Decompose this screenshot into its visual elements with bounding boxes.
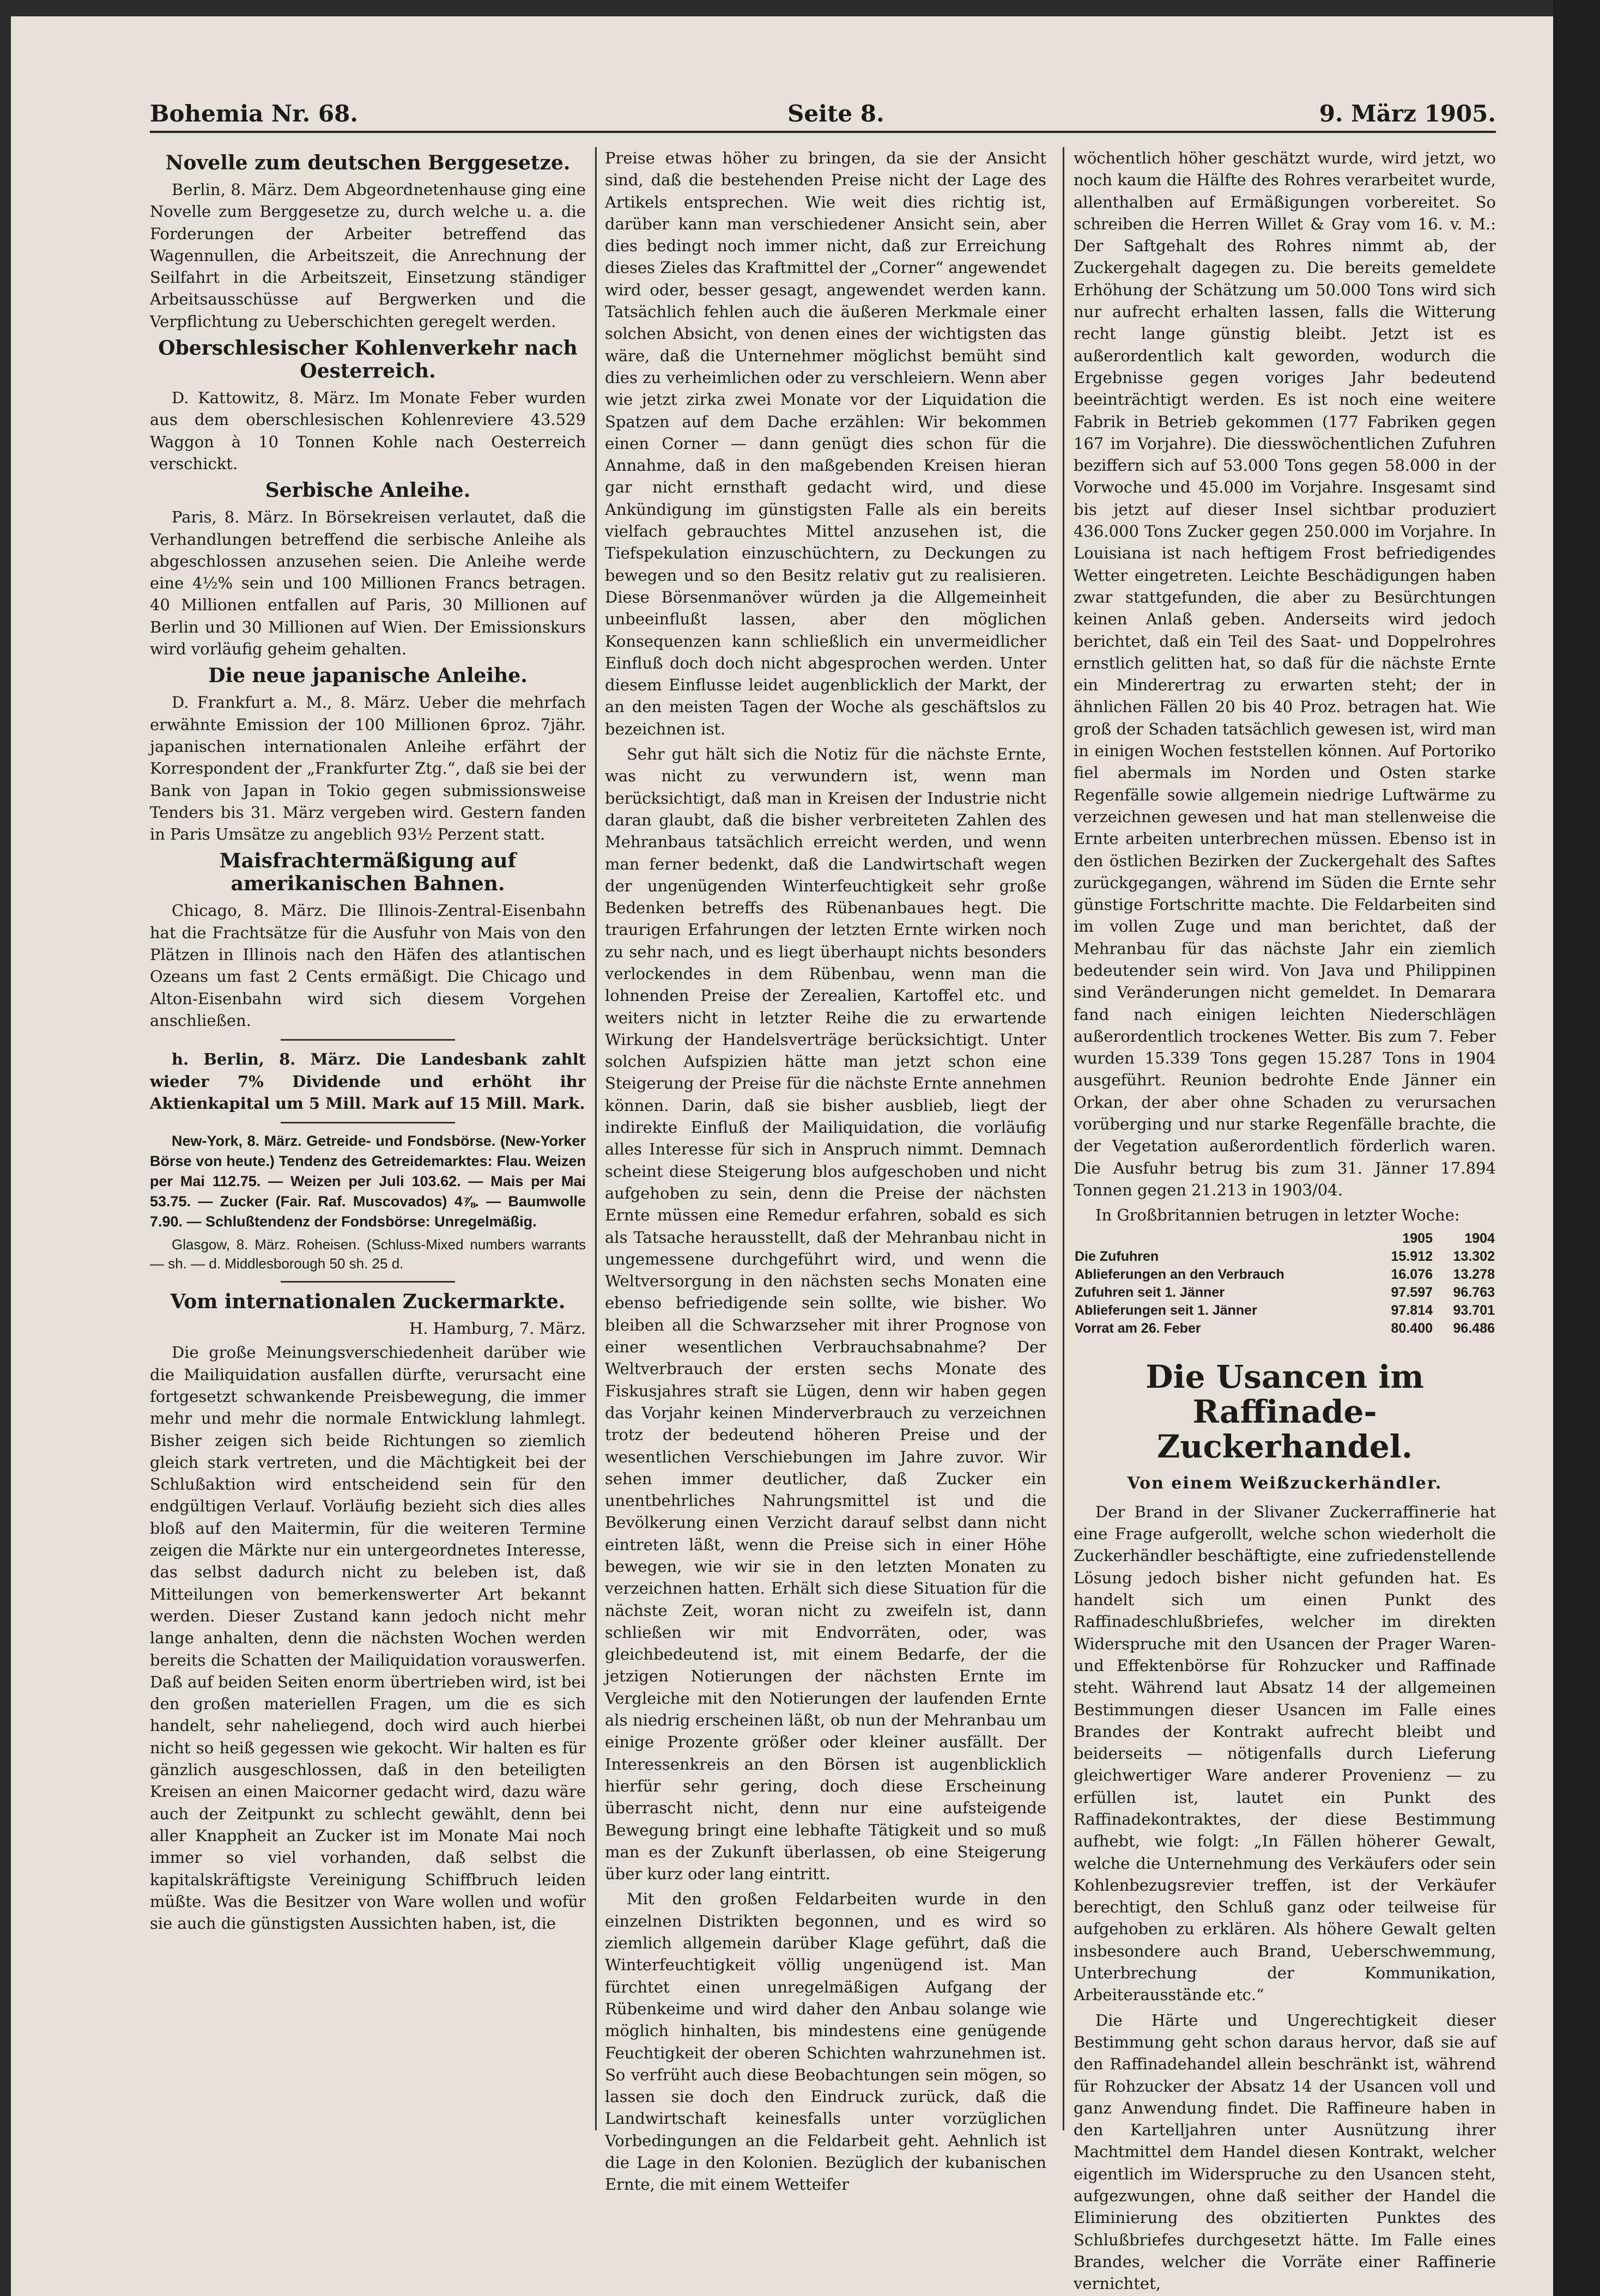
table-cell: 96.486 <box>1453 1320 1495 1336</box>
column-1 <box>150 147 586 2218</box>
table-cell: Ablieferungen an den Verbrauch <box>1075 1266 1284 1282</box>
article-paragraph: D. Kattowitz, 8. März. Im Monate Feber wurden aus dem oberschlesischen Kohlenreviere 43.529 Waggon à 10 Tonnen Kohle nach Oesterreich verschickt. <box>150 388 586 473</box>
article-title: Maisfrachtermäßigung auf amerikanischen Bahnen. <box>219 849 517 896</box>
table-row <box>1074 1302 1496 1320</box>
table-header-year: 1904 <box>1464 1230 1495 1246</box>
article-paragraph: In Großbritannien betrugen in letzter Woche: <box>1095 1206 1460 1225</box>
article-paragraph: Der Brand in der Slivaner Zuckerraffinerie hat eine Frage aufgerollt, welche schon wiederholt die Zuckerhändler beschäftigte, eine zufriedenstellende Lösung jedoch bisher nicht gefunden hat. Es handelt sich um einen Punkt des Raffinadeschlußbriefes, welcher im direkten Widerspruche mit den Usancen der Prager Waren- und Effektenbörse für Rohzucker und Raffinade steht. Während laut Absatz 14 der allgemeinen Bestimmungen dieser Usancen im Falle eines Brandes der Kontrakt aufrecht bleibt und beiderseits — nötigenfalls durch Lieferung gleichwertiger Ware anderer Provenienz — zu erfüllen ist, lautet ein Punkt des Raffinadekontraktes, der diese Bestimmung aufhebt, wie folgt: „In Fällen höherer Gewalt, welche die Unternehmung des Verkäufers oder sein Kohlenbezugsrevier treffen, ist der Verkäufer berechtigt, den Schluß ganz oder teilweise für aufgehoben zu erklären. Als höhere Gewalt gelten insbesondere auch Brand, Ueberschwemmung, Unterbrechung der Kommunikation, Arbeiterausstände etc.“ <box>1074 1502 1496 2005</box>
separator <box>281 1122 455 1123</box>
table-cell: 16.076 <box>1391 1266 1433 1282</box>
article-paragraph: Sehr gut hält sich die Notiz für die nächste Ernte, was nicht zu verwundern ist, wenn man berücksichtigt, daß man in Kreisen der Industrie nicht daran glaubt, daß die bisher verbreiteten Zahlen des Mehranbaus tatsächlich erreicht werden, und wenn man ferner bedenkt, daß die Landwirtschaft wegen der ungenügenden Winterfeuchtigkeit sehr große Bedenken betreffs des Rübenanbaues hegt. Die traurigen Erfahrungen der letzten Ernte wirken noch zu sehr nach, und es liegt überhaupt nichts besonders verlockendes in dem Rübenbau, wenn man die lohnenden Preise der Zerealien, Kartoffel etc. und weiters nicht in letzter Reihe die zu erwartende Wirkung der Handelsverträge berücksichtigt. Unter solchen Aufspizien hätte man jetzt schon eine Steigerung der Preise für die nächste Ernte annehmen können. Darin, daß sie bisher ausblieb, liegt der indirekte Einfluß der Mailiquidation, die vorläufig alles Interesse für sich in Anspruch nimmt. Demnach scheint diese Steigerung blos aufgeschoben und nicht aufgehoben zu sein, denn die Preise der nächsten Ernte müssen eine Remedur erfahren, sobald es sich als Tatsache herausstellt, daß der Mehranbau nicht in ungemessene durchgeführt wird, und wenn die Weltversorgung in den nächsten sechs Monaten eine ebenso befriedigende sein sollte, wie bisher. Wo bleiben all die Schwarzseher mit ihrer Prognose von einer wesentlichen Verbrauchsabnahme? Der Weltverbrauch der ersten sechs Monate des Fiskusjahres straft sie Lügen, denn wir haben gegen das Vorjahr keinen Minderverbrauch zu verzeichnen trotz der bedeutend höheren Preise und der wesentlichen Verschiebungen im Jahre zuvor. Wir sehen immer deutlicher, daß Zucker ein unentbehrliches Nahrungsmittel ist und die Bevölkerung einen Verzicht darauf selbst dann nicht eintreten läßt, wenn die Preise sich in einer Höhe bewegen, wie wir sie in den letzten Monaten zu verzeichnen hatten. Erhält sich diese Situation für die nächste Zeit, woran nicht zu zweifeln ist, dann schließen wir mit Endvorräten, oder, was gleichbedeutend ist, mit einem Bedarfe, der die jetzigen Notierungen der nächsten Ernte im Vergleiche mit den Notierungen der laufenden Ernte als niedrig erscheinen läßt, ob nun der Mehranbau um einige Prozente größer oder kleiner ausfällt. Der Interessenkreis an den Börsen ist augenblicklich hierfür sehr gering, doch diese Erscheinung überrascht nicht, denn nur eine aufsteigende Bewegung bringt eine lebhafte Tätigkeit und so muß man es der Zukunft überlassen, ob eine Steigerung über kurz oder lang eintritt. <box>605 745 1046 1884</box>
feature-byline: Von einem Weißzuckerhändler. <box>1127 1473 1443 1493</box>
article-paragraph: Paris, 8. März. In Börsekreisen verlautet, daß die Verhandlungen betreffend die serbische Anleihe als abgeschlossen anzusehen seien. Die Anleihe werde eine 4½% sein und 100 Millionen Francs betragen. 40 Millionen entfallen auf Paris, 30 Millionen auf Berlin und 30 Millionen auf Wien. Der Emissionskurs wird vorläufig geheim gehalten. <box>150 508 586 659</box>
article-paragraph: Mit den großen Feldarbeiten wurde in den einzelnen Distrikten begonnen, und es wird so ziemlich allgemein darüber Klage geführt, daß die Winterfeuchtigkeit völlig ungenügend ist. Man fürchtet einen unregelmäßigen Aufgang der Rübenkeime und wird daher den Anbau solange wie möglich hinhalten, bis mindestens eine genügende Feuchtigkeit der oberen Schichten wahrzunehmen ist. So verfrüht auch diese Beobachtungen sein mögen, so lassen sie doch den Eindruck zurück, daß die Landwirtschaft keinesfalls unter vorzüglichen Vorbedingungen an die Feldarbeit geht. Aehnlich ist die Lage in den Kolonien. Bezüglich der kubanischen Ernte, die mit einem Wetteifer <box>605 1890 1046 2194</box>
table-cell: Ablieferungen seit 1. Jänner <box>1075 1302 1257 1318</box>
newspaper-page <box>11 16 1553 2296</box>
column-2 <box>605 147 1046 2218</box>
table-row <box>1074 1248 1496 1266</box>
article-paragraph: wöchentlich höher geschätzt wurde, wird jetzt, wo noch kaum die Hälfte des Rohres verarbeitet wurde, allenthalben auf Ermäßigungen vorbereitet. So schreiben die Herren Willet & Gray vom 16. v. M.: Der Saftgehalt des Rohres nimmt ab, der Zuckergehalt dagegen zu. Die bereits gemeldete Erhöhung der Schätzung um 50.000 Tons wird sich nur aufrecht erhalten lassen, falls die Witterung recht lange günstig bleibt. Jetzt ist es außerordentlich kalt geworden, wodurch die Ergebnisse gegen voriges Jahr bedeutend beeinträchtigt werden. Es ist noch eine weitere Fabrik in Betrieb gekommen (177 Fabriken gegen 167 im Vorjahre). Die diesswöchentlichen Zufuhren beziffern sich auf 53.000 Tons gegen 58.000 in der Vorwoche und 45.000 im Vorjahre. Insgesamt sind bis jetzt auf dieser Insel sichtbar produziert 436.000 Tons Zucker gegen 250.000 im Vorjahre. In Louisiana ist nach heftigem Frost befriedigendes Wetter eingetreten. Leichte Beschädigungen haben zwar stattgefunden, die aber zu Besürchtungen keinen Anlaß geben. Anderseits wird jedoch berichtet, daß ein Teil des Saat- und Doppelrohres ernstlich gelitten hat, so daß für die nächste Ernte ein Minderertrag zu erwarten steht; der in ähnlichen Fällen 20 bis 40 Proz. betragen hat. Wie groß der Schaden tatsächlich gewesen ist, wird man in einigen Wochen feststellen können. Auf Portoriko fiel abermals im Norden und Osten starke Regenfälle sowie allgemein niedrige Luftwärme zu verzeichnen gewesen und hat man stellenweise die Ernte arbeiten unterbrechen müssen. Ebenso ist in den östlichen Bezirken der Zuckergehalt des Saftes zurückgegangen, während im Süden die Ernte sehr günstige Fortschritte machte. Die Feldarbeiten sind im vollen Zuge und man berichtet, daß der Mehranbau für das nächste Jahr ein ziemlich bedeutender sein wird. Von Java und Philippinen sind Veränderungen nicht gemeldet. In Demarara fand nach einigen leichten Niederschlägen außerordentlich trockenes Wetter. Bis zum 7. Feber wurden 15.339 Tons gegen 15.287 Tons in 1904 ausgeführt. Reunion bedrohte Ende Jänner ein Orkan, der aber ohne Schaden zu verursachen vorüberging und nur starke Regenfälle brachte, die der Vegetation außerordentlich förderlich waren. Die Ausfuhr betrug bis zum 31. Jänner 17.894 Tonnen gegen 21.213 in 1903/04. <box>1074 149 1496 1199</box>
market-report <box>150 1131 586 1232</box>
feature-title: Die Usancen im Raffinade-Zuckerhandel. <box>1146 1358 1424 1465</box>
article-title: Vom internationalen Zuckermarkte. <box>170 1290 566 1314</box>
table-cell: 97.597 <box>1391 1284 1433 1300</box>
table-cell: Zufuhren seit 1. Jänner <box>1075 1284 1225 1300</box>
column-rule-2 <box>1063 147 1064 2130</box>
table-cell: 13.278 <box>1453 1266 1495 1282</box>
article-paragraph: Die große Meinungsverschiedenheit darüber wie die Mailiquidation ausfallen dürfte, verursacht eine fortgesetzt schwankende Preisbewegung, die immer mehr und mehr die normale Entwicklung lahmlegt. Bisher zeigen sich beide Richtungen so ziemlich gleich stark vertreten, und die Mächtigkeit bei der Schlußaktion wird entscheidend sein für den endgültigen Verlauf. Vorläufig bezieht sich dies alles bloß auf den Maitermin, für die weiteren Termine zeigen die Märkte nur ein untergeordnetes Interesse, das selbst dadurch nicht zu beleben ist, daß Mitteilungen von bemerkenswerter Art bekannt werden. Dieser Zustand kann jedoch nicht mehr lange anhalten, denn die nächsten Wochen werden bereits die Schatten der Mailiquidation vorauswerfen. Daß auf beiden Seiten enorm übertrieben wird, ist bei den großen materiellen Fragen, um die es sich handelt, sehr naheliegend, doch wird auch hierbei nicht so heiß gegessen wie gekocht. Wir halten es für gänzlich ausgeschlossen, daß in den beteiligten Kreisen an einen Maicorner gedacht wird, dazu wäre auch der Zeitpunkt zu schlecht gewählt, denn bei aller Knappheit an Zucker ist im Monate Mai noch immer so viel vorhanden, daß selbst die kapitalskräftigste Vereinigung Schiffbruch leiden müßte. Was die Besitzer von Ware wollen und wofür sie auch die günstigsten Aussichten haben, ist, die <box>150 1343 586 1933</box>
column-rule-1 <box>595 147 597 2130</box>
market-report-text: New-York, 8. März. Getreide- und Fondsbörse. (New-Yorker Börse von heute.) Tendenz des Getreidemarktes: Flau. Weizen per Mai 112.75. — Weizen per Juli 103.62. — Mais per Mai 53.75. — Zucker (Fair. Raf. Muscovados) 4⅞. — Baumwolle 7.90. — Schlußtendenz der Fondsbörse: Unregelmäßig. <box>150 1133 586 1230</box>
news-item: h. Berlin, 8. März. Die Landesbank zahlt wieder 7% Dividende und erhöht ihr Aktienkapital um 5 Mill. Mark auf 15 Mill. Mark. <box>150 1050 586 1113</box>
table-header-row <box>1074 1230 1496 1248</box>
article-paragraph: Preise etwas höher zu bringen, da sie der Ansicht sind, daß die bestehenden Preise nicht der Lage des Artikels entsprechen. Wie weit dies richtig ist, darüber kann man verschiedener Ansicht sein, aber dies bedingt noch immer nicht, daß zur Erreichung dieses Zieles das Kraftmittel der „Corner“ angewendet wird oder, besser gesagt, angewendet werden kann. Tatsächlich fehlen auch die äußeren Merkmale einer solchen Absicht, von denen eines der wichtigsten das wäre, daß die Unternehmer möglichst bemüht sind dies zu verheimlichen oder zu verschleiern. Wenn aber wie jetzt zirka zwei Monate vor der Liquidation die Spatzen auf dem Dache erzählen: Wir bekommen einen Corner — dann genügt dies schon für die Annahme, daß in den maßgebenden Kreisen hieran gar nicht ernsthaft gedacht wird, und diese Ankündigung im günstigsten Falle als ein bereits vielfach gebrauchtes Mittel anzusehen ist, die Tiefspekulation einzuschüchtern, zu Deckungen zu bewegen und so den Besitz relativ gut zu realisieren. Diese Börsenmanöver würden ja die Allgemeinheit unbeeinflußt lassen, aber den möglichen Konsequenzen kann schließlich ein unvermeidlicher Einfluß doch doch nicht abgesprochen werden. Unter diesem Einflusse leidet augenblicklich der Markt, der an den meisten Tagen der Woche als geschäftslos zu bezeichnen ist. <box>605 149 1046 738</box>
scan-dark-edge <box>1553 0 1600 2296</box>
separator <box>281 1039 455 1041</box>
table-cell: 80.400 <box>1391 1320 1433 1336</box>
table-cell: 96.763 <box>1453 1284 1495 1300</box>
table-cell: 13.302 <box>1453 1248 1495 1264</box>
table-cell: Die Zufuhren <box>1075 1248 1159 1264</box>
table-row <box>1074 1266 1496 1284</box>
article-paragraph: Die Härte und Ungerechtigkeit dieser Bestimmung geht schon daraus hervor, daß sie auf den Raffinadehandel allein beschränkt ist, während für Rohzucker der Absatz 14 der Usancen voll und ganz Anwendung findet. Die Raffineure haben in den Kartelljahren unter Ausnützung ihrer Machtmittel dem Handel diesen Kontrakt, welcher eigentlich im Widerspruche zu den Usancen steht, aufgezwungen, ohne daß seither der Handel die Eliminierung des obzitierten Punktes des Schlußbriefes durchgesetzt hätte. Im Falle eines Brandes, welcher die Vorräte einer Raffinerie vernichtet, <box>1074 2010 1496 2293</box>
market-report-glasgow: Glasgow, 8. März. Roheisen. (Schluss-Mixed numbers warrants — sh. — d. Middlesborough 50 sh. 25 d. <box>150 1236 586 1272</box>
statistics-table <box>1074 1230 1496 1338</box>
article-paragraph: Berlin, 8. März. Dem Abgeordnetenhause ging eine Novelle zum Berggesetze zu, durch welche u. a. die Forderungen der Arbeiter betreffend das Wagennullen, die Arbeitszeit, die Anrechnung der Seilfahrt in die Arbeitszeit, Einsetzung ständiger Arbeitsausschüsse auf Bergwerken und die Verpflichtung zu Ueberschichten geregelt werden. <box>150 180 586 331</box>
table-cell: 97.814 <box>1391 1302 1433 1318</box>
header-date: 9. März 1905. <box>1319 100 1496 127</box>
article-title: Novelle zum deutschen Berggesetze. <box>165 151 571 174</box>
table-header-year: 1905 <box>1402 1230 1433 1246</box>
dateline: H. Hamburg, 7. März. <box>409 1319 586 1338</box>
article-title: Serbische Anleihe. <box>265 479 471 502</box>
article-title: Die neue japanische Anleihe. <box>208 664 528 688</box>
article-title: Oberschlesischer Kohlenverkehr nach Oesterreich. <box>158 337 578 383</box>
header-issue: Bohemia Nr. 68. <box>150 100 358 127</box>
table-cell <box>1074 1230 1372 1248</box>
header-page-number: Seite 8. <box>787 100 884 127</box>
page-header <box>150 98 1496 133</box>
table-cell: Vorrat am 26. Feber <box>1075 1320 1201 1336</box>
table-row <box>1074 1320 1496 1338</box>
table-cell: 15.912 <box>1391 1248 1433 1264</box>
separator <box>281 1281 455 1283</box>
article-paragraph: D. Frankfurt a. M., 8. März. Ueber die mehrfach erwähnte Emission der 100 Millionen 6proz. 7jähr. japanischen internationalen Anleihe erfährt der Korrespondent der „Frankfurter Ztg.“, daß sie bei der Bank von Japan in Tokio gegen submissionsweise Tenders bis 31. März vergeben wird. Gestern fanden in Paris Umsätze zu angeblich 93½ Perzent statt. <box>150 693 586 844</box>
article-paragraph: Chicago, 8. März. Die Illinois-Zentral-Eisenbahn hat die Frachtsätze für die Ausfuhr von Mais von den Plätzen in Illinois nach den Häfen des atlantischen Ozeans um fast 2 Cents ermäßigt. Die Chicago und Alton-Eisenbahn wird sich diesem Vorgehen anschließen. <box>150 901 586 1030</box>
table-row <box>1074 1284 1496 1302</box>
table-cell: 93.701 <box>1453 1302 1495 1318</box>
column-3 <box>1074 147 1496 2293</box>
